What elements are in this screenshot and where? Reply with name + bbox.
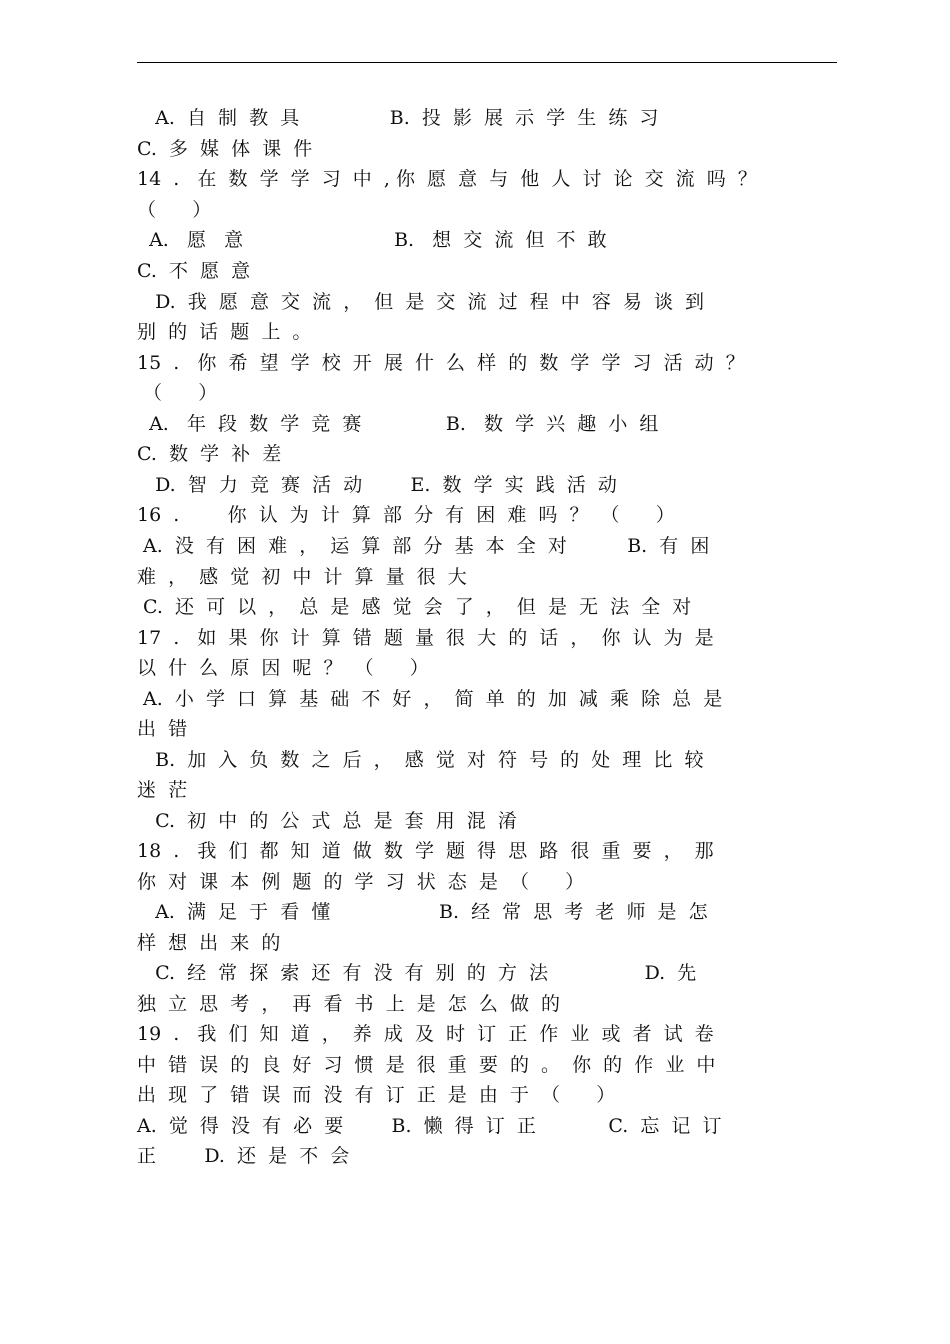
text-line: （ ） (137, 382, 218, 404)
text-line: 你 对 课 本 例 题 的 学 习 状 态 是 （ ） (137, 871, 585, 893)
text-line: C. 多 媒 体 课 件 (137, 138, 313, 160)
text-line: A. 自 制 教 具 B. 投 影 展 示 学 生 练 习 (137, 107, 659, 129)
text-line: 别 的 话 题 上 。 (137, 321, 312, 343)
text-line: D. 智 力 竞 赛 活 动 E. 数 学 实 践 活 动 (137, 474, 617, 496)
text-line: 以 什 么 原 因 呢 ？ （ ） (137, 657, 429, 679)
text-line: 独 立 思 考 ， 再 看 书 上 是 怎 么 做 的 (137, 993, 561, 1015)
text-line: 正 D. 还 是 不 会 (137, 1145, 350, 1167)
text-line: 19 . 我 们 知 道 ， 养 成 及 时 订 正 作 业 或 者 试 卷 (137, 1023, 714, 1045)
text-line: 出 现 了 错 误 而 没 有 订 正 是 由 于 （ ） (137, 1084, 616, 1106)
text-line: 难 ， 感 觉 初 中 计 算 量 很 大 (137, 566, 467, 588)
text-line: A. 没 有 困 难 ， 运 算 部 分 基 本 全 对 B. 有 困 (137, 535, 710, 557)
text-line: 18 . 我 们 都 知 道 做 数 学 题 得 思 路 很 重 要 ， 那 (137, 840, 714, 862)
text-line: C. 初 中 的 公 式 总 是 套 用 混 淆 (137, 810, 517, 832)
text-line: A. 年 段 数 学 竞 赛 B. 数 学 兴 趣 小 组 (137, 413, 659, 435)
text-line: 15 . 你 希 望 学 校 开 展 什 么 样 的 数 学 学 习 活 动 ？ (137, 352, 745, 374)
text-line: 17 . 如 果 你 计 算 错 题 量 很 大 的 话 ， 你 认 为 是 (137, 627, 714, 649)
text-line: A. 小 学 口 算 基 础 不 好 ， 简 单 的 加 减 乘 除 总 是 (137, 688, 723, 710)
text-line: 中 错 误 的 良 好 习 惯 是 很 重 要 的 。 你 的 作 业 中 (137, 1054, 716, 1076)
text-line: 样 想 出 来 的 (137, 932, 281, 954)
text-line: B. 加 入 负 数 之 后 ， 感 觉 对 符 号 的 处 理 比 较 (137, 749, 704, 771)
text-line: C. 还 可 以 ， 总 是 感 觉 会 了 ， 但 是 无 法 全 对 (137, 596, 692, 618)
text-line: 迷 茫 (137, 779, 188, 801)
text-line: A. 满 足 于 看 懂 B. 经 常 思 考 老 师 是 怎 (137, 901, 708, 923)
text-line: 出 错 (137, 718, 188, 740)
text-line: C. 经 常 探 索 还 有 没 有 别 的 方 法 D. 先 (137, 962, 697, 984)
text-line: 14 . 在 数 学 学 习 中 , 你 愿 意 与 他 人 讨 论 交 流 吗 ？ (137, 168, 757, 190)
text-line: D. 我 愿 意 交 流 ， 但 是 交 流 过 程 中 容 易 谈 到 (137, 291, 705, 313)
text-line: A. 愿 意 B. 想 交 流 但 不 敢 (137, 229, 607, 251)
text-line: （ ） (137, 199, 212, 221)
text-line: 16 . 你 认 为 计 算 部 分 有 困 难 吗 ？ （ ） (137, 504, 675, 526)
text-line: A. 觉 得 没 有 必 要 B. 懒 得 订 正 C. 忘 记 订 (137, 1115, 722, 1137)
text-line: C. 数 学 补 差 (137, 443, 282, 465)
text-line: C. 不 愿 意 (137, 260, 251, 282)
